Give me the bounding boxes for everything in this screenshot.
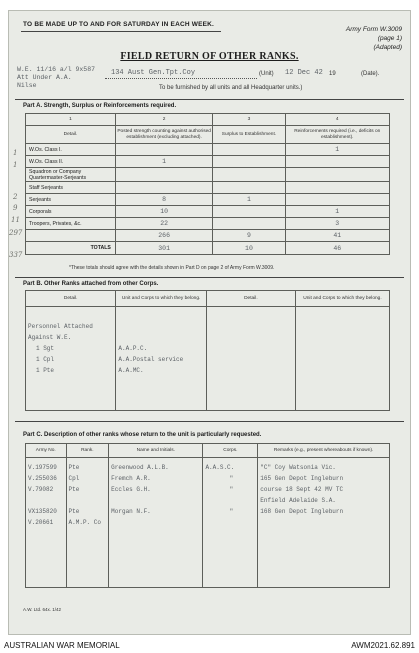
row-label: Squadron or Company Quartermaster-Serjeants: [26, 168, 116, 182]
list-item: Morgan N.F.: [111, 508, 151, 515]
return-body: [26, 458, 390, 588]
posted-value: [115, 144, 213, 156]
col-num: 3: [213, 114, 285, 126]
col-num: 2: [115, 114, 213, 126]
total-reinf: 46: [285, 242, 389, 255]
list-item: ": [229, 486, 234, 493]
col-header: Corps.: [203, 444, 258, 458]
list-item: V.20661: [28, 519, 54, 526]
list-item: course 18 Sept 42 MV TC: [260, 486, 344, 493]
posted-value: 10: [115, 206, 213, 218]
list-item: 1 Cpl: [36, 356, 55, 363]
margin-note: 337: [9, 251, 23, 259]
list-item: [26, 497, 66, 508]
list-item: Greenwood A.L.B.: [111, 464, 169, 471]
surplus-value: [213, 206, 285, 218]
row-label: Troopers, Privates, &c.: [26, 218, 116, 230]
list-item: 1 Sgt: [36, 345, 55, 352]
totals-label: TOTALS: [26, 242, 116, 255]
reinf-value: 3: [285, 218, 389, 230]
col-header: Remarks (e.g., present whereabouts if known).: [258, 444, 390, 458]
name-cell: [109, 458, 203, 588]
list-item: 165 Gen Depot Ingleburn: [260, 475, 344, 482]
list-item: A.M.P. Co: [68, 519, 101, 526]
remarks-cell: [258, 458, 390, 588]
total-surplus: 10: [213, 242, 285, 255]
margin-note: 1: [13, 149, 18, 157]
print-reference: A.W. Ltd. 64x. 1/42: [23, 607, 62, 612]
list-item: [67, 497, 109, 508]
divider-b: [15, 277, 404, 278]
table-row: [26, 168, 390, 182]
rank-cell: [66, 458, 109, 588]
part-a-heading: Part A. Strength, Surplus or Reinforcements required.: [23, 103, 177, 109]
col-header: Posted strength counting against authorised establishment (excluding attached).: [115, 126, 213, 144]
table-row: [26, 218, 390, 230]
list-item: [109, 497, 202, 508]
list-item: Against W.E.: [28, 334, 72, 341]
col-header: Detail.: [26, 291, 116, 307]
surplus-value: 9: [213, 230, 285, 242]
unit-cell: [116, 307, 206, 411]
col-header: Detail.: [26, 126, 116, 144]
reinf-value: [285, 156, 389, 168]
unit-name: 134 Aust Gen.Tpt.Coy: [111, 69, 196, 77]
reinf-value: 41: [285, 230, 389, 242]
unit-label: (Unit): [259, 71, 274, 77]
reinf-value: [285, 168, 389, 182]
margin-note: 297: [9, 229, 23, 237]
corps-cell: [203, 458, 258, 588]
part-b-heading: Part B. Other Ranks attached from other Corps.: [23, 281, 159, 287]
surplus-value: 1: [213, 194, 285, 206]
surplus-value: [213, 168, 285, 182]
footer-institution: AUSTRALIAN WAR MEMORIAL: [4, 641, 120, 650]
table-row: [26, 230, 390, 242]
table-row: [26, 144, 390, 156]
list-item: Cpl: [68, 475, 80, 482]
col-header: Army No.: [26, 444, 67, 458]
list-item: Pte: [68, 508, 80, 515]
return-table: [25, 443, 390, 588]
reinf-value: 1: [285, 206, 389, 218]
detail-cell: [26, 307, 116, 411]
surplus-value: [213, 156, 285, 168]
form-page: [8, 10, 411, 635]
list-item: Enfield Adelaide S.A.: [260, 497, 336, 504]
row-label: W.Os. Class II.: [26, 156, 116, 168]
list-item: V.197599: [28, 464, 57, 471]
form-number: Army Form W.3009: [345, 26, 402, 33]
part-a-footnote: *These totals should agree with the details shown in Part D on page 2 of Army Form W.3009.: [69, 265, 275, 271]
list-item: A.A.Postal service: [118, 356, 184, 363]
form-identifier: [346, 25, 402, 52]
unit-stamp-1: W.E. 11/16 a/l 9x587: [17, 66, 96, 73]
table-row: [26, 156, 390, 168]
margin-note: 11: [11, 216, 20, 224]
col-header: Reinforcements required (i.e., deficits on establishment).: [285, 126, 389, 144]
row-label: Corporals: [26, 206, 116, 218]
detail-cell-2: [206, 307, 295, 411]
attached-body: [26, 307, 390, 411]
col-header: Detail.: [206, 291, 295, 307]
header-underline: [21, 31, 221, 32]
unit-stamp-3: Nilse: [17, 82, 37, 89]
surplus-value: [213, 144, 285, 156]
row-label: [26, 230, 116, 242]
date-label: (Date).: [361, 71, 380, 77]
posted-value: 1: [115, 156, 213, 168]
row-label: Serjeants: [26, 194, 116, 206]
surplus-value: [213, 182, 285, 194]
list-item: [203, 519, 257, 530]
list-item: Fremch A.R.: [111, 475, 151, 482]
list-item: VX135820: [28, 508, 57, 515]
list-item: [258, 519, 389, 530]
form-title: FIELD RETURN OF OTHER RANKS.: [120, 51, 299, 62]
list-item: "C" Coy Watsonia Vic.: [260, 464, 336, 471]
list-item: Pte: [68, 464, 80, 471]
margin-note: 9: [13, 204, 18, 212]
list-item: A.A.MC.: [118, 367, 144, 374]
list-item: A.A.P.C.: [118, 345, 148, 352]
list-item: Personnel Attached: [28, 323, 93, 330]
col-header: Unit and Corps to which they belong.: [295, 291, 389, 307]
col-num: 4: [285, 114, 389, 126]
list-item: [109, 519, 202, 530]
date-value: 12 Dec 42: [285, 69, 323, 77]
col-header: Unit and Corps to which they belong.: [116, 291, 206, 307]
date-year: 19: [329, 71, 336, 77]
reinf-value: 1: [285, 144, 389, 156]
reinf-value: [285, 182, 389, 194]
list-item: A.A.S.C.: [205, 464, 235, 471]
list-item: V.79082: [28, 486, 54, 493]
posted-value: 22: [115, 218, 213, 230]
list-item: 1 Pte: [36, 367, 55, 374]
list-item: [203, 497, 257, 508]
list-item: Eccles G.H.: [111, 486, 151, 493]
furnish-note: To be furnished by all units and all Headquarter units.): [159, 85, 303, 91]
divider-c: [15, 421, 404, 422]
table-row: [26, 194, 390, 206]
table-row: [26, 182, 390, 194]
totals-row: [26, 242, 390, 255]
total-posted: 301: [115, 242, 213, 255]
attached-table: [25, 290, 390, 411]
surplus-value: [213, 218, 285, 230]
margin-note: 1: [13, 161, 18, 169]
list-item: ": [229, 475, 234, 482]
reinf-value: [285, 194, 389, 206]
row-label: Staff Serjeants: [26, 182, 116, 194]
list-item: 168 Gen Depot Ingleburn: [260, 508, 344, 515]
form-page-number: (page 1): [377, 35, 402, 42]
divider-a: [15, 99, 404, 100]
list-item: Pte: [68, 486, 80, 493]
unit-stamp-2: Att Under A.A.: [17, 74, 72, 81]
part-c-heading: Part C. Description of other ranks whose return to the unit is particularly requested.: [23, 432, 262, 438]
col-header: Rank.: [66, 444, 109, 458]
list-item: [116, 323, 205, 334]
form-adapted: (Adapted): [373, 44, 402, 51]
margin-note: 2: [13, 193, 18, 201]
posted-value: 8: [115, 194, 213, 206]
col-num: 1: [26, 114, 116, 126]
posted-value: [115, 182, 213, 194]
col-header: Surplus to Establishment.: [213, 126, 285, 144]
col-header: Name and Initials.: [109, 444, 203, 458]
list-item: ": [229, 508, 234, 515]
unit-dotted-line: [105, 78, 257, 79]
posted-value: [115, 168, 213, 182]
list-item: V.255036: [28, 475, 57, 482]
posted-value: 266: [115, 230, 213, 242]
table-row: [26, 206, 390, 218]
row-label: W.Os. Class I.: [26, 144, 116, 156]
army-no-cell: [26, 458, 67, 588]
strength-table: [25, 113, 390, 255]
unit-cell-2: [295, 307, 389, 411]
instruction-header: TO BE MADE UP TO AND FOR SATURDAY IN EACH WEEK.: [23, 21, 215, 28]
footer-accession: AWM2021.62.891: [351, 641, 415, 650]
list-item: [116, 334, 205, 345]
